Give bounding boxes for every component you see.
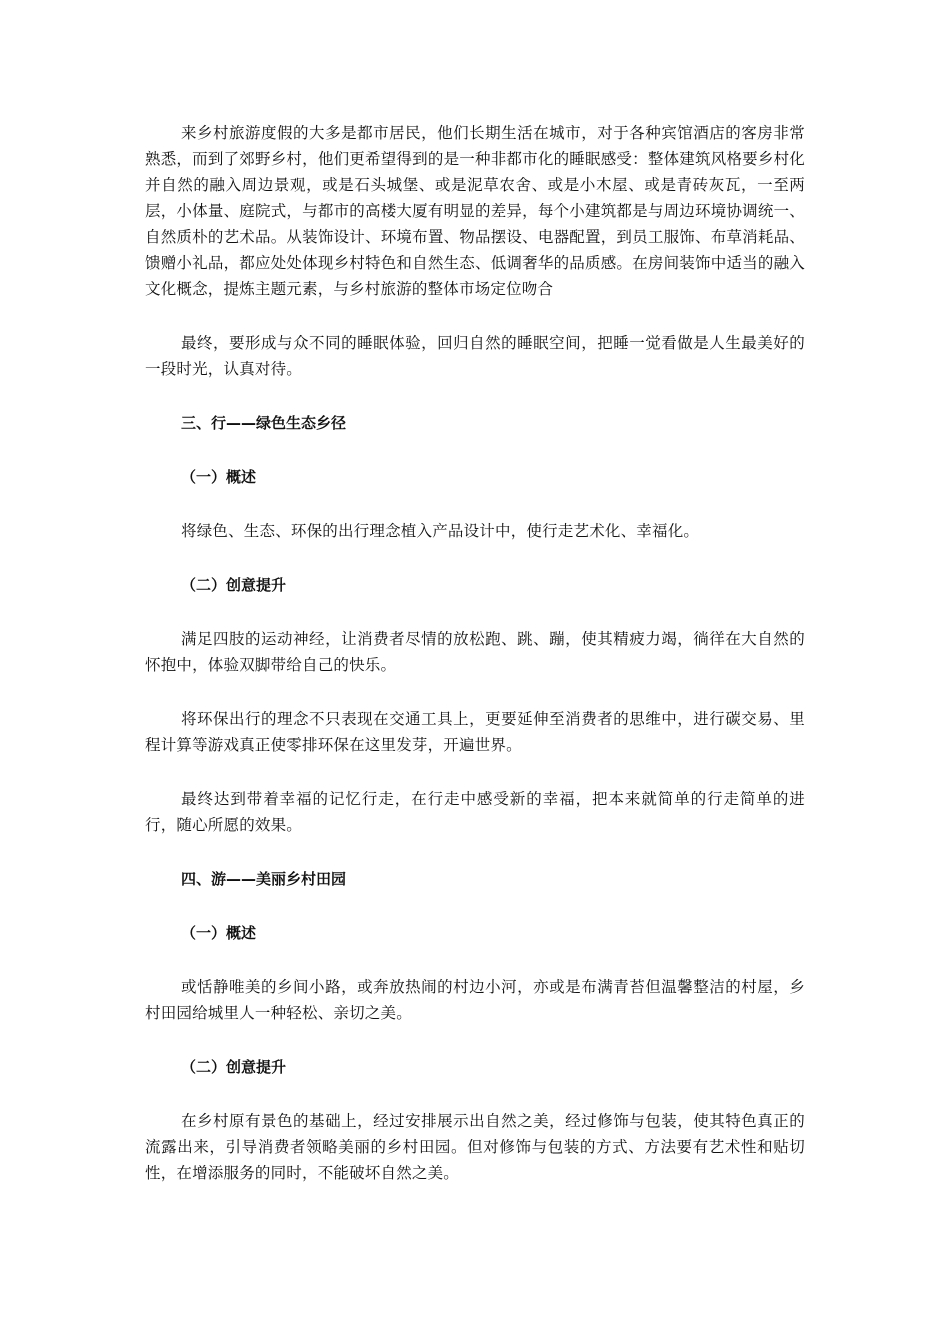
section-heading-travel: 三、行——绿色生态乡径 — [181, 414, 347, 432]
paragraph-landscape-design: 在乡村原有景色的基础上，经过安排展示出自然之美，经过修饰与包装，使其特色真正的流露出来，引导消费者领略美丽的乡村田园。但对修饰与包装的方式、方法要有艺术性和贴切性，在增添服务的同时，不能破坏自然之美。 — [145, 1112, 805, 1182]
document-page — [145, 120, 805, 1186]
paragraph-rural-lodging: 来乡村旅游度假的大多是都市居民，他们长期生活在城市，对于各种宾馆酒店的客房非常熟悉，而到了郊野乡村，他们更希望得到的是一种非都市化的睡眠感受：整体建筑风格要乡村化并自然的融入周边景观，或是石头城堡、或是泥草农舍、或是小木屋、或是青砖灰瓦，一至两层，小体量、庭院式，与都市的高楼大厦有明显的差异，每个小建筑都是与周边环境协调统一、自然质朴的艺术品。从装饰设计、环境布置、物品摆设、电器配置，到员工服饰、布草消耗品、馈赠小礼品，都应处处体现乡村特色和自然生态、低调奢华的品质感。在房间装饰中适当的融入文化概念，提炼主题元素，与乡村旅游的整体市场定位吻合 — [145, 124, 805, 298]
subheading-overview-2: （一）概述 — [181, 924, 257, 942]
paragraph-exercise: 满足四肢的运动神经，让消费者尽情的放松跑、跳、蹦，使其精疲力竭，徜徉在大自然的怀抱中，体验双脚带给自己的快乐。 — [145, 630, 805, 674]
paragraph-happy-walking: 最终达到带着幸福的记忆行走，在行走中感受新的幸福，把本来就简单的行走简单的进行，随心所愿的效果。 — [145, 790, 805, 834]
subheading-overview: （一）概述 — [181, 468, 257, 486]
paragraph-countryside-beauty: 或恬静唯美的乡间小路，或奔放热闹的村边小河，亦或是布满青苔但温馨整洁的村屋，乡村田园给城里人一种轻松、亲切之美。 — [145, 978, 805, 1022]
section-heading-tour: 四、游——美丽乡村田园 — [181, 870, 347, 888]
paragraph-sleep-experience: 最终，要形成与众不同的睡眠体验，回归自然的睡眠空间，把睡一觉看做是人生最美好的一段时光，认真对待。 — [145, 334, 805, 378]
paragraph-eco-travel: 将环保出行的理念不只表现在交通工具上，更要延伸至消费者的思维中，进行碳交易、里程计算等游戏真正使零排环保在这里发芽，开遍世界。 — [145, 710, 805, 754]
subheading-creative-upgrade: （二）创意提升 — [181, 576, 287, 594]
paragraph-travel-overview: 将绿色、生态、环保的出行理念植入产品设计中，使行走艺术化、幸福化。 — [181, 522, 700, 540]
subheading-creative-upgrade-2: （二）创意提升 — [181, 1058, 287, 1076]
